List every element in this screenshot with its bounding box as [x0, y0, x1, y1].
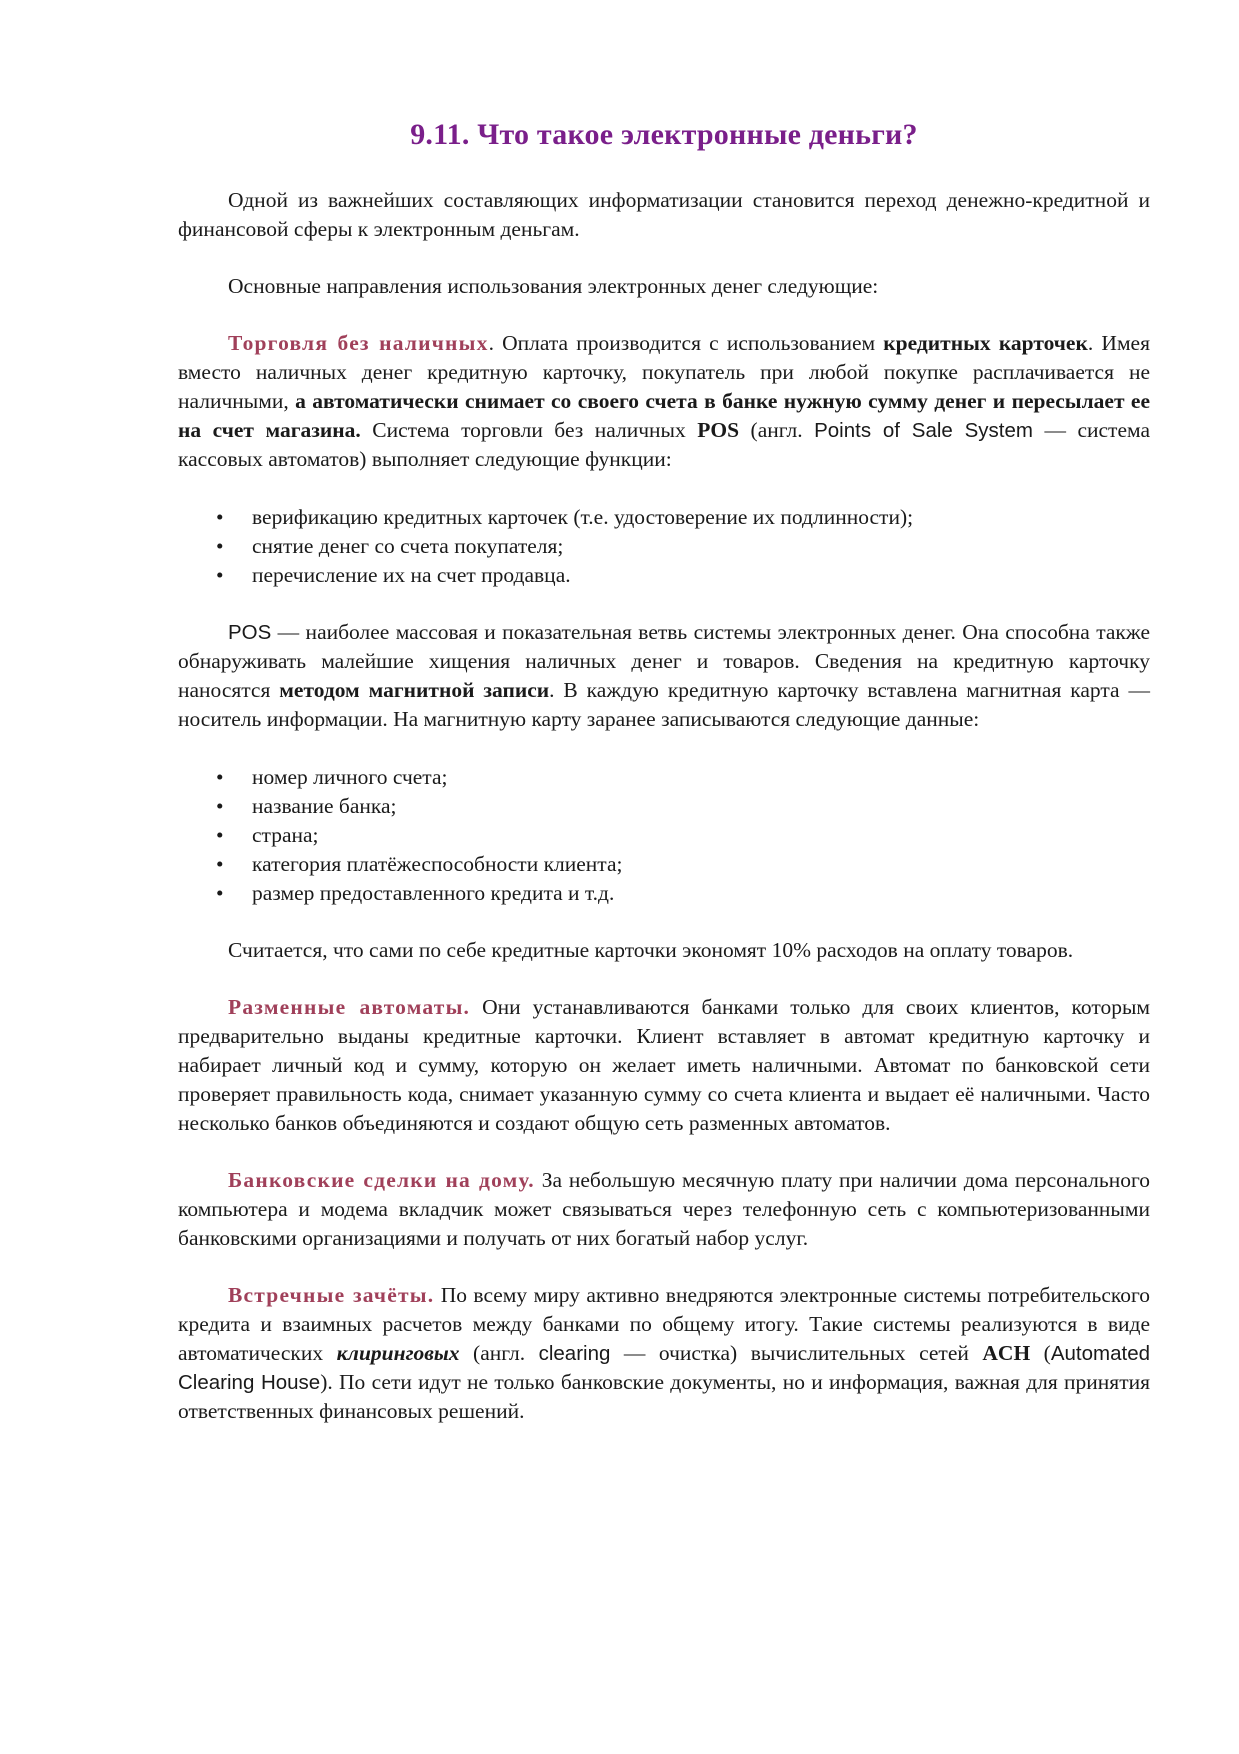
pos-text-1: POS: [228, 621, 272, 644]
clearing-text-english-ach: Automated Clearing House: [178, 1342, 1150, 1394]
list-item: • категория платёжеспособности клиента;: [178, 850, 1150, 879]
directions-lead-paragraph: Основные направления использования электронных денег следующие:: [228, 274, 879, 298]
pos-text-2: — наиболее массовая и показательная ветвь системы электронных денег. Она способна также обнаруживать малейшие хищения наличных денег и товаров. Сведения на кредитную карточку наносятся: [178, 620, 1150, 702]
card-data-list: [178, 763, 1150, 908]
term-home-banking: Банковские сделки на дому.: [228, 1168, 535, 1192]
trade-text-6: — система кассовых автоматов) выполняет следующие функции:: [178, 418, 1150, 471]
list-item: • снятие денег со счета покупателя;: [178, 532, 1150, 561]
list-item: • номер личного счета;: [178, 763, 1150, 792]
trade-paragraph: [178, 329, 1150, 474]
clearing-em-clearing: клиринговых: [336, 1341, 460, 1365]
pos-bold-magnetic-method: методом магнитной записи: [279, 678, 550, 702]
pos-paragraph: [178, 618, 1150, 734]
clearing-text-english-clearing: clearing: [538, 1342, 611, 1365]
home-banking-text: За небольшую месячную плату при наличии дома персонального компьютера и модема вкладчик может связываться через телефонную сеть с компьютеризованными банковскими организациями и получать от них богатый набор услуг.: [178, 1168, 1150, 1250]
trade-bold-credit-cards: кредитных карточек: [883, 331, 1088, 355]
trade-text-pos-english: Points of Sale System: [814, 419, 1033, 442]
exchange-machines-paragraph: [178, 993, 1150, 1138]
clearing-bold-ach: ACH: [982, 1341, 1031, 1365]
trade-text-4: (англ.: [739, 418, 815, 442]
exchange-text: Они устанавливаются банками только для своих клиентов, которым предварительно выданы кредитные карточки. Клиент вставляет в автомат кредитную карточку и набирает личный код и сумму, которую он желает иметь наличными. Автомат по банковской сети проверяет правильность кода, снимает указанную сумму со счета клиента и выдает её наличными. Часто несколько банков объединяются и создают общую сеть разменных автоматов.: [178, 995, 1151, 1135]
pos-text-3: . В каждую кредитную карточку вставлена магнитная карта — носитель информации. На магнитную карту заранее записываются следующие данные:: [178, 678, 1150, 731]
page-title: 9.11. Что такое электронные деньги?: [410, 118, 918, 151]
clearing-text-2: (англ.: [459, 1341, 539, 1365]
clearing-text-1: По всему миру активно внедряются электронные системы потребительского кредита и взаимных расчетов между банками по общему итогу. Такие системы реализуются в виде автоматических: [178, 1283, 1150, 1365]
clearing-paragraph: [178, 1281, 1150, 1426]
list-item: • название банка;: [178, 792, 1150, 821]
home-banking-paragraph: [178, 1166, 1150, 1253]
clearing-text-4: — очистка) вычислительных сетей: [610, 1341, 983, 1365]
list-item: • страна;: [178, 821, 1150, 850]
clearing-text-5: (: [1030, 1341, 1051, 1365]
trade-text-1: . Оплата производится с использованием: [488, 331, 884, 355]
list-item: • размер предоставленного кредита и т.д.: [178, 879, 1150, 908]
clearing-text-7: ). По сети идут не только банковские документы, но и информация, важная для принятия ответственных финансовых решений.: [178, 1370, 1150, 1423]
document-page: [178, 118, 1150, 1426]
trade-text-2: . Имея вместо наличных денег кредитную карточку, покупатель при любой покупке расплачивается не наличными,: [178, 331, 1150, 413]
term-exchange-machines: Разменные автоматы.: [228, 995, 471, 1019]
savings-paragraph: Считается, что сами по себе кредитные карточки экономят 10% расходов на оплату товаров.: [228, 938, 1074, 962]
list-item: • перечисление их на счет продавца.: [178, 561, 1150, 590]
term-trade-without-cash: Торговля без наличных: [228, 331, 489, 355]
trade-bold-auto-debit: а автоматически снимает со своего счета в банке нужную сумму денег и пересылает ее на счет магазина.: [178, 389, 1150, 442]
trade-text-3: Система торговли без наличных: [360, 418, 698, 442]
pos-functions-list: [178, 503, 1150, 590]
list-item: • верификацию кредитных карточек (т.е. удостоверение их подлинности);: [178, 503, 1150, 532]
trade-bold-pos: POS: [697, 418, 740, 442]
term-counter-offsets: Встречные зачёты.: [228, 1283, 435, 1307]
intro-paragraph: Одной из важнейших составляющих информатизации становится переход денежно-кредитной и финансовой сферы к электронным деньгам.: [178, 188, 1150, 241]
